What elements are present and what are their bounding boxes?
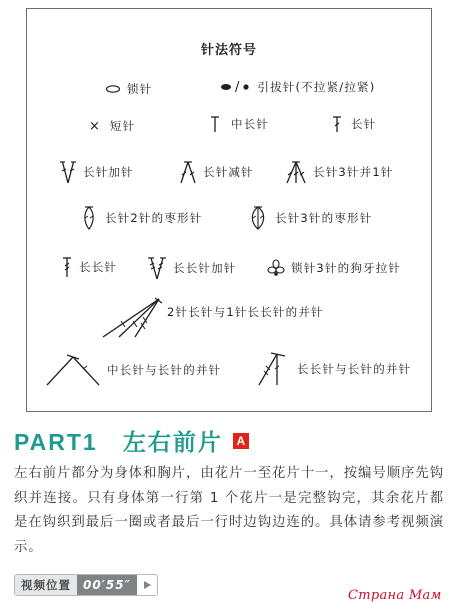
dc2-puff-icon — [81, 205, 97, 231]
stitch-legend-box — [26, 8, 432, 412]
half-double-crochet-icon — [209, 115, 221, 133]
legend-item-picot — [267, 259, 401, 277]
legend-label-dc2-puff: 长针2针的枣形针 — [105, 211, 203, 225]
tr-dc-together-icon — [257, 351, 291, 387]
double-crochet-icon — [331, 115, 343, 133]
picot-icon — [267, 259, 285, 277]
legend-label-dc-dec: 长针减针 — [203, 165, 254, 179]
dc-increase-icon — [59, 160, 77, 184]
part-title: PART1 左右前片 — [14, 429, 223, 455]
legend-label-dc3tog: 长针3针并1针 — [313, 165, 394, 179]
legend-label-dc-tr-tog2: 长长针与长针的并针 — [297, 362, 412, 376]
play-icon[interactable] — [137, 575, 157, 595]
legend-item-dc-dec — [179, 160, 254, 184]
legend-item-dc-inc — [59, 160, 134, 184]
legend-item-dc — [331, 115, 376, 133]
slip-stitch-loose-icon — [219, 81, 233, 93]
part-badge: A — [233, 433, 249, 449]
legend-item-dc2-puff — [81, 205, 202, 231]
legend-label-dc-inc: 长针加针 — [83, 165, 134, 179]
watermark: Страна Мам — [348, 588, 442, 603]
tr-increase-icon — [147, 256, 167, 280]
legend-item-tr-inc — [147, 256, 237, 280]
legend-label-hdc-dc-tog: 中长针与长针的并针 — [107, 363, 222, 377]
video-label: 视频位置 — [15, 575, 77, 595]
legend-item-dc-tr-tog2 — [257, 351, 411, 387]
hdc-dc-together-icon — [45, 353, 101, 387]
legend-title: 针法符号 — [200, 43, 257, 58]
legend-label-dc: 长针 — [351, 117, 377, 131]
single-crochet-icon: × — [89, 118, 100, 134]
legend-label-chain: 锁针 — [127, 82, 153, 96]
legend-label-sc: 短针 — [109, 119, 136, 133]
legend-item-sc — [89, 118, 135, 134]
video-timestamp: 00′55″ — [77, 575, 137, 595]
dc3-puff-icon — [249, 205, 267, 231]
chain-icon — [105, 84, 121, 94]
slip-divider: / — [235, 79, 240, 95]
legend-item-tr — [61, 256, 117, 278]
video-position-tag[interactable] — [14, 574, 158, 596]
legend-label-hdc: 中长针 — [231, 117, 270, 131]
legend-item-dc3tog — [285, 160, 394, 184]
treble-crochet-icon — [61, 256, 73, 278]
legend-label-tr-inc: 长长针加针 — [173, 261, 237, 275]
legend-item-hdc-dc-tog — [45, 353, 221, 387]
legend-item-dc3-puff — [249, 205, 372, 231]
legend-item-hdc — [209, 115, 269, 133]
dc-decrease-icon — [179, 160, 197, 184]
legend-label-dc3-puff: 长针3针的枣形针 — [275, 211, 373, 225]
legend-label-slip: 引拔针(不拉紧/拉紧) — [257, 80, 376, 94]
legend-item-chain — [105, 81, 152, 97]
part-heading — [14, 424, 249, 457]
legend-label-dc-tr-tog: 2针长针与1针长长针的并针 — [167, 305, 324, 319]
dc-tr-together-icon — [101, 297, 163, 339]
legend-item-dc-tr-tog — [101, 297, 324, 339]
legend-item-slip — [219, 79, 375, 95]
dc3tog-icon — [285, 160, 307, 184]
legend-label-picot: 锁针3针的狗牙拉针 — [291, 261, 402, 275]
slip-stitch-tight-icon — [241, 81, 251, 93]
instructions-paragraph: 左右前片都分为身体和胸片，由花片一至花片十一，按编号顺序先钩织并连接。只有身体第一行第 1 个花片一是完整钩完，其余花片都是在钩织到最后一圈或者最后一行时边钩边连的。具体请参考视频演示。 — [14, 466, 444, 555]
legend-label-tr: 长长针 — [79, 260, 118, 274]
